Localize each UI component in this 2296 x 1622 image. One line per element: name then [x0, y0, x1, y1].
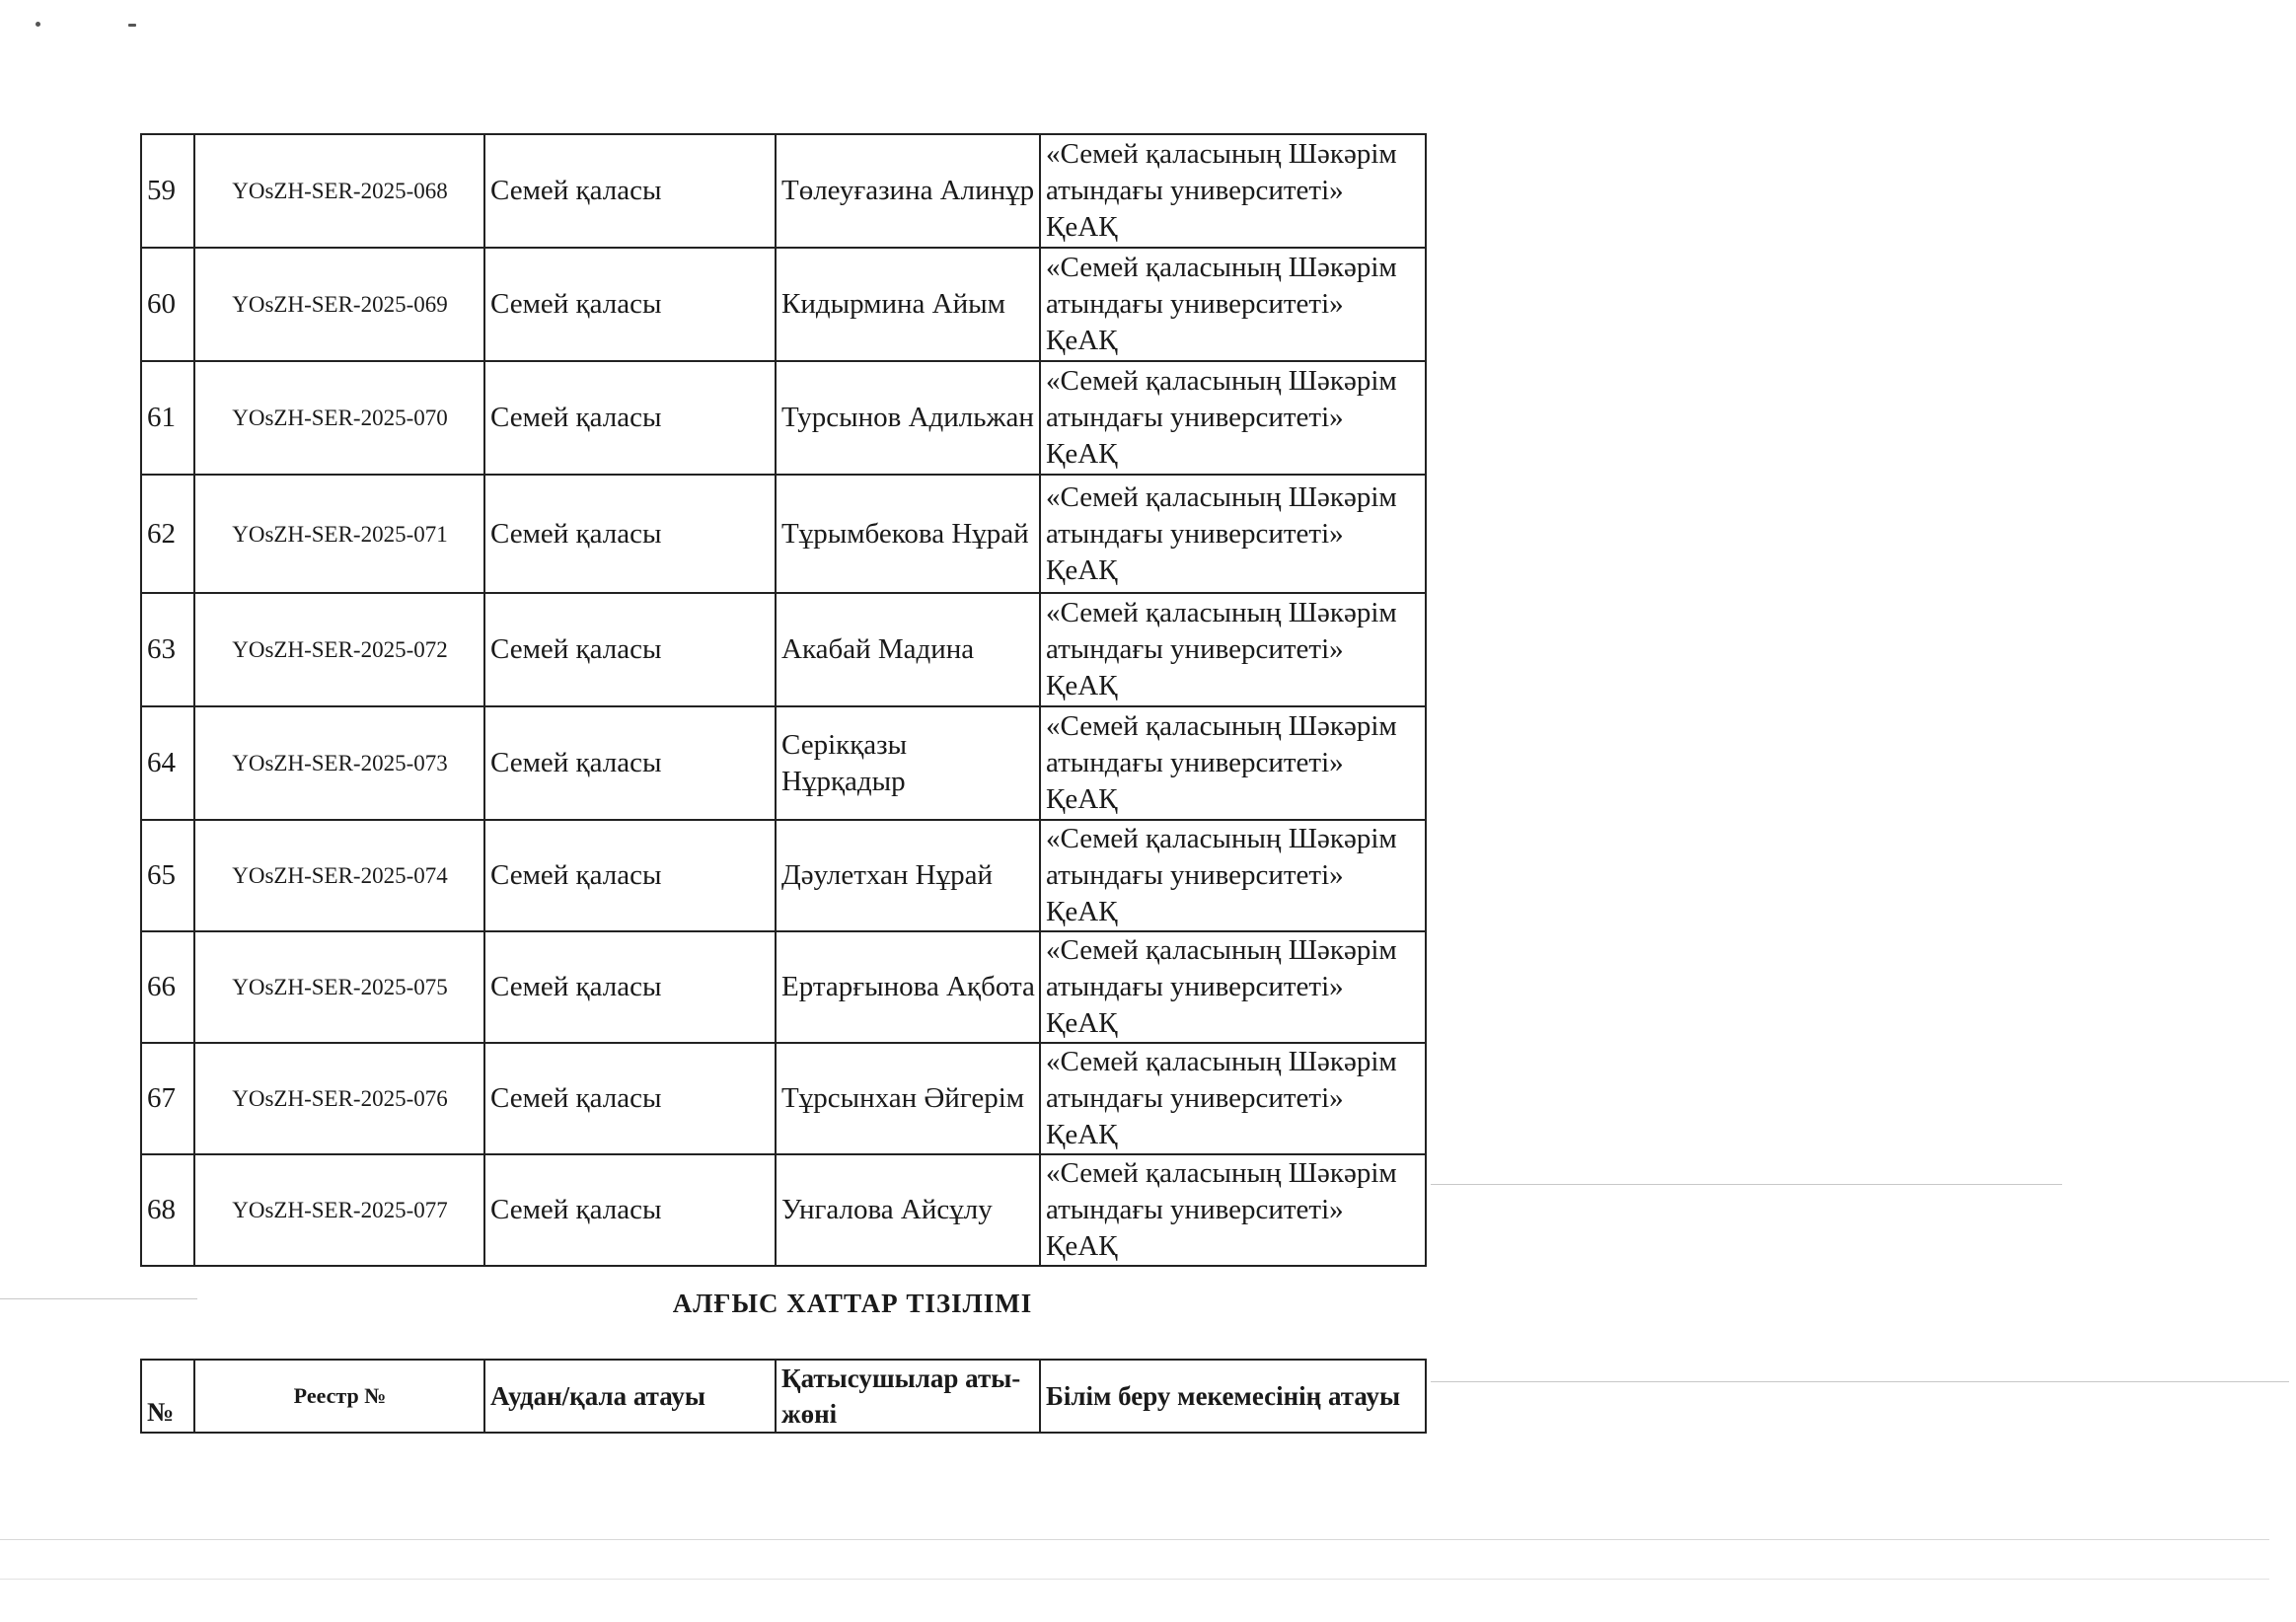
- table-row: [141, 1154, 1426, 1266]
- scan-noise: [0, 1579, 2269, 1580]
- institution-name: «Семей қаласының Шәкәрім атындағы университеті» ҚеАҚ: [1040, 706, 1426, 820]
- participant-name: Серікқазы Нұрқадыр: [776, 706, 1040, 820]
- scan-speck: [36, 22, 40, 27]
- institution-name: «Семей қаласының Шәкәрім атындағы университеті» ҚеАҚ: [1040, 593, 1426, 706]
- table-row: [141, 593, 1426, 706]
- district-name: Семей қаласы: [484, 706, 776, 820]
- participant-name: Турсынов Адильжан: [776, 361, 1040, 475]
- participant-name: Төлеуғазина Алинұр: [776, 134, 1040, 248]
- table-row: [141, 1043, 1426, 1154]
- row-number: 61: [141, 361, 194, 475]
- district-name: Семей қаласы: [484, 931, 776, 1043]
- table-row: [141, 361, 1426, 475]
- scan-noise: [0, 1298, 197, 1299]
- row-number: 64: [141, 706, 194, 820]
- table-row: [141, 706, 1426, 820]
- column-header-number: №: [141, 1360, 194, 1433]
- row-number: 65: [141, 820, 194, 931]
- registry-number: YOsZH-SER-2025-077: [194, 1154, 484, 1266]
- participant-name: Тұрсынхан Әйгерім: [776, 1043, 1040, 1154]
- participant-name: Ертарғынова Ақбота: [776, 931, 1040, 1043]
- registry-number: YOsZH-SER-2025-072: [194, 593, 484, 706]
- institution-name: «Семей қаласының Шәкәрім атындағы университеті» ҚеАҚ: [1040, 1154, 1426, 1266]
- registry-number: YOsZH-SER-2025-071: [194, 475, 484, 593]
- table-row: [141, 134, 1426, 248]
- participants-table: [140, 133, 1427, 1267]
- column-header-registry: Реестр №: [194, 1360, 484, 1433]
- scan-noise: [0, 1539, 2269, 1540]
- district-name: Семей қаласы: [484, 593, 776, 706]
- registry-number: YOsZH-SER-2025-075: [194, 931, 484, 1043]
- district-name: Семей қаласы: [484, 820, 776, 931]
- scan-noise: [1431, 1184, 2062, 1185]
- institution-name: «Семей қаласының Шәкәрім атындағы университеті» ҚеАҚ: [1040, 1043, 1426, 1154]
- column-header-participant: Қатысушылар аты-жөні: [776, 1360, 1040, 1433]
- table-row: [141, 931, 1426, 1043]
- institution-name: «Семей қаласының Шәкәрім атындағы университеті» ҚеАҚ: [1040, 134, 1426, 248]
- district-name: Семей қаласы: [484, 248, 776, 361]
- registry-number: YOsZH-SER-2025-069: [194, 248, 484, 361]
- institution-name: «Семей қаласының Шәкәрім атындағы университеті» ҚеАҚ: [1040, 931, 1426, 1043]
- table-row: [141, 820, 1426, 931]
- row-number: 59: [141, 134, 194, 248]
- letters-table-header: [140, 1359, 1427, 1434]
- row-number: 62: [141, 475, 194, 593]
- scan-speck: [128, 24, 136, 27]
- registry-number: YOsZH-SER-2025-073: [194, 706, 484, 820]
- participant-name: Дәулетхан Нұрай: [776, 820, 1040, 931]
- institution-name: «Семей қаласының Шәкәрім атындағы университеті» ҚеАҚ: [1040, 820, 1426, 931]
- table-row: [141, 475, 1426, 593]
- column-header-institution: Білім беру мекемесінің атауы: [1040, 1360, 1426, 1433]
- registry-number: YOsZH-SER-2025-076: [194, 1043, 484, 1154]
- institution-name: «Семей қаласының Шәкәрім атындағы университеті» ҚеАҚ: [1040, 248, 1426, 361]
- table-row: [141, 248, 1426, 361]
- district-name: Семей қаласы: [484, 361, 776, 475]
- participant-name: Тұрымбекова Нұрай: [776, 475, 1040, 593]
- registry-number: YOsZH-SER-2025-070: [194, 361, 484, 475]
- row-number: 60: [141, 248, 194, 361]
- row-number: 66: [141, 931, 194, 1043]
- district-name: Семей қаласы: [484, 475, 776, 593]
- column-header-district: Аудан/қала атауы: [484, 1360, 776, 1433]
- row-number: 68: [141, 1154, 194, 1266]
- institution-name: «Семей қаласының Шәкәрім атындағы университеті» ҚеАҚ: [1040, 361, 1426, 475]
- registry-number: YOsZH-SER-2025-074: [194, 820, 484, 931]
- district-name: Семей қаласы: [484, 134, 776, 248]
- district-name: Семей қаласы: [484, 1154, 776, 1266]
- header-row: [141, 1360, 1426, 1433]
- section-title: АЛҒЫС ХАТТАР ТІЗІЛІМІ: [672, 1289, 1033, 1318]
- participant-name: Акабай Мадина: [776, 593, 1040, 706]
- participant-name: Кидырмина Айым: [776, 248, 1040, 361]
- registry-number: YOsZH-SER-2025-068: [194, 134, 484, 248]
- institution-name: «Семей қаласының Шәкәрім атындағы университеті» ҚеАҚ: [1040, 475, 1426, 593]
- participant-name: Унгалова Айсұлу: [776, 1154, 1040, 1266]
- scan-noise: [1431, 1381, 2289, 1382]
- district-name: Семей қаласы: [484, 1043, 776, 1154]
- row-number: 67: [141, 1043, 194, 1154]
- row-number: 63: [141, 593, 194, 706]
